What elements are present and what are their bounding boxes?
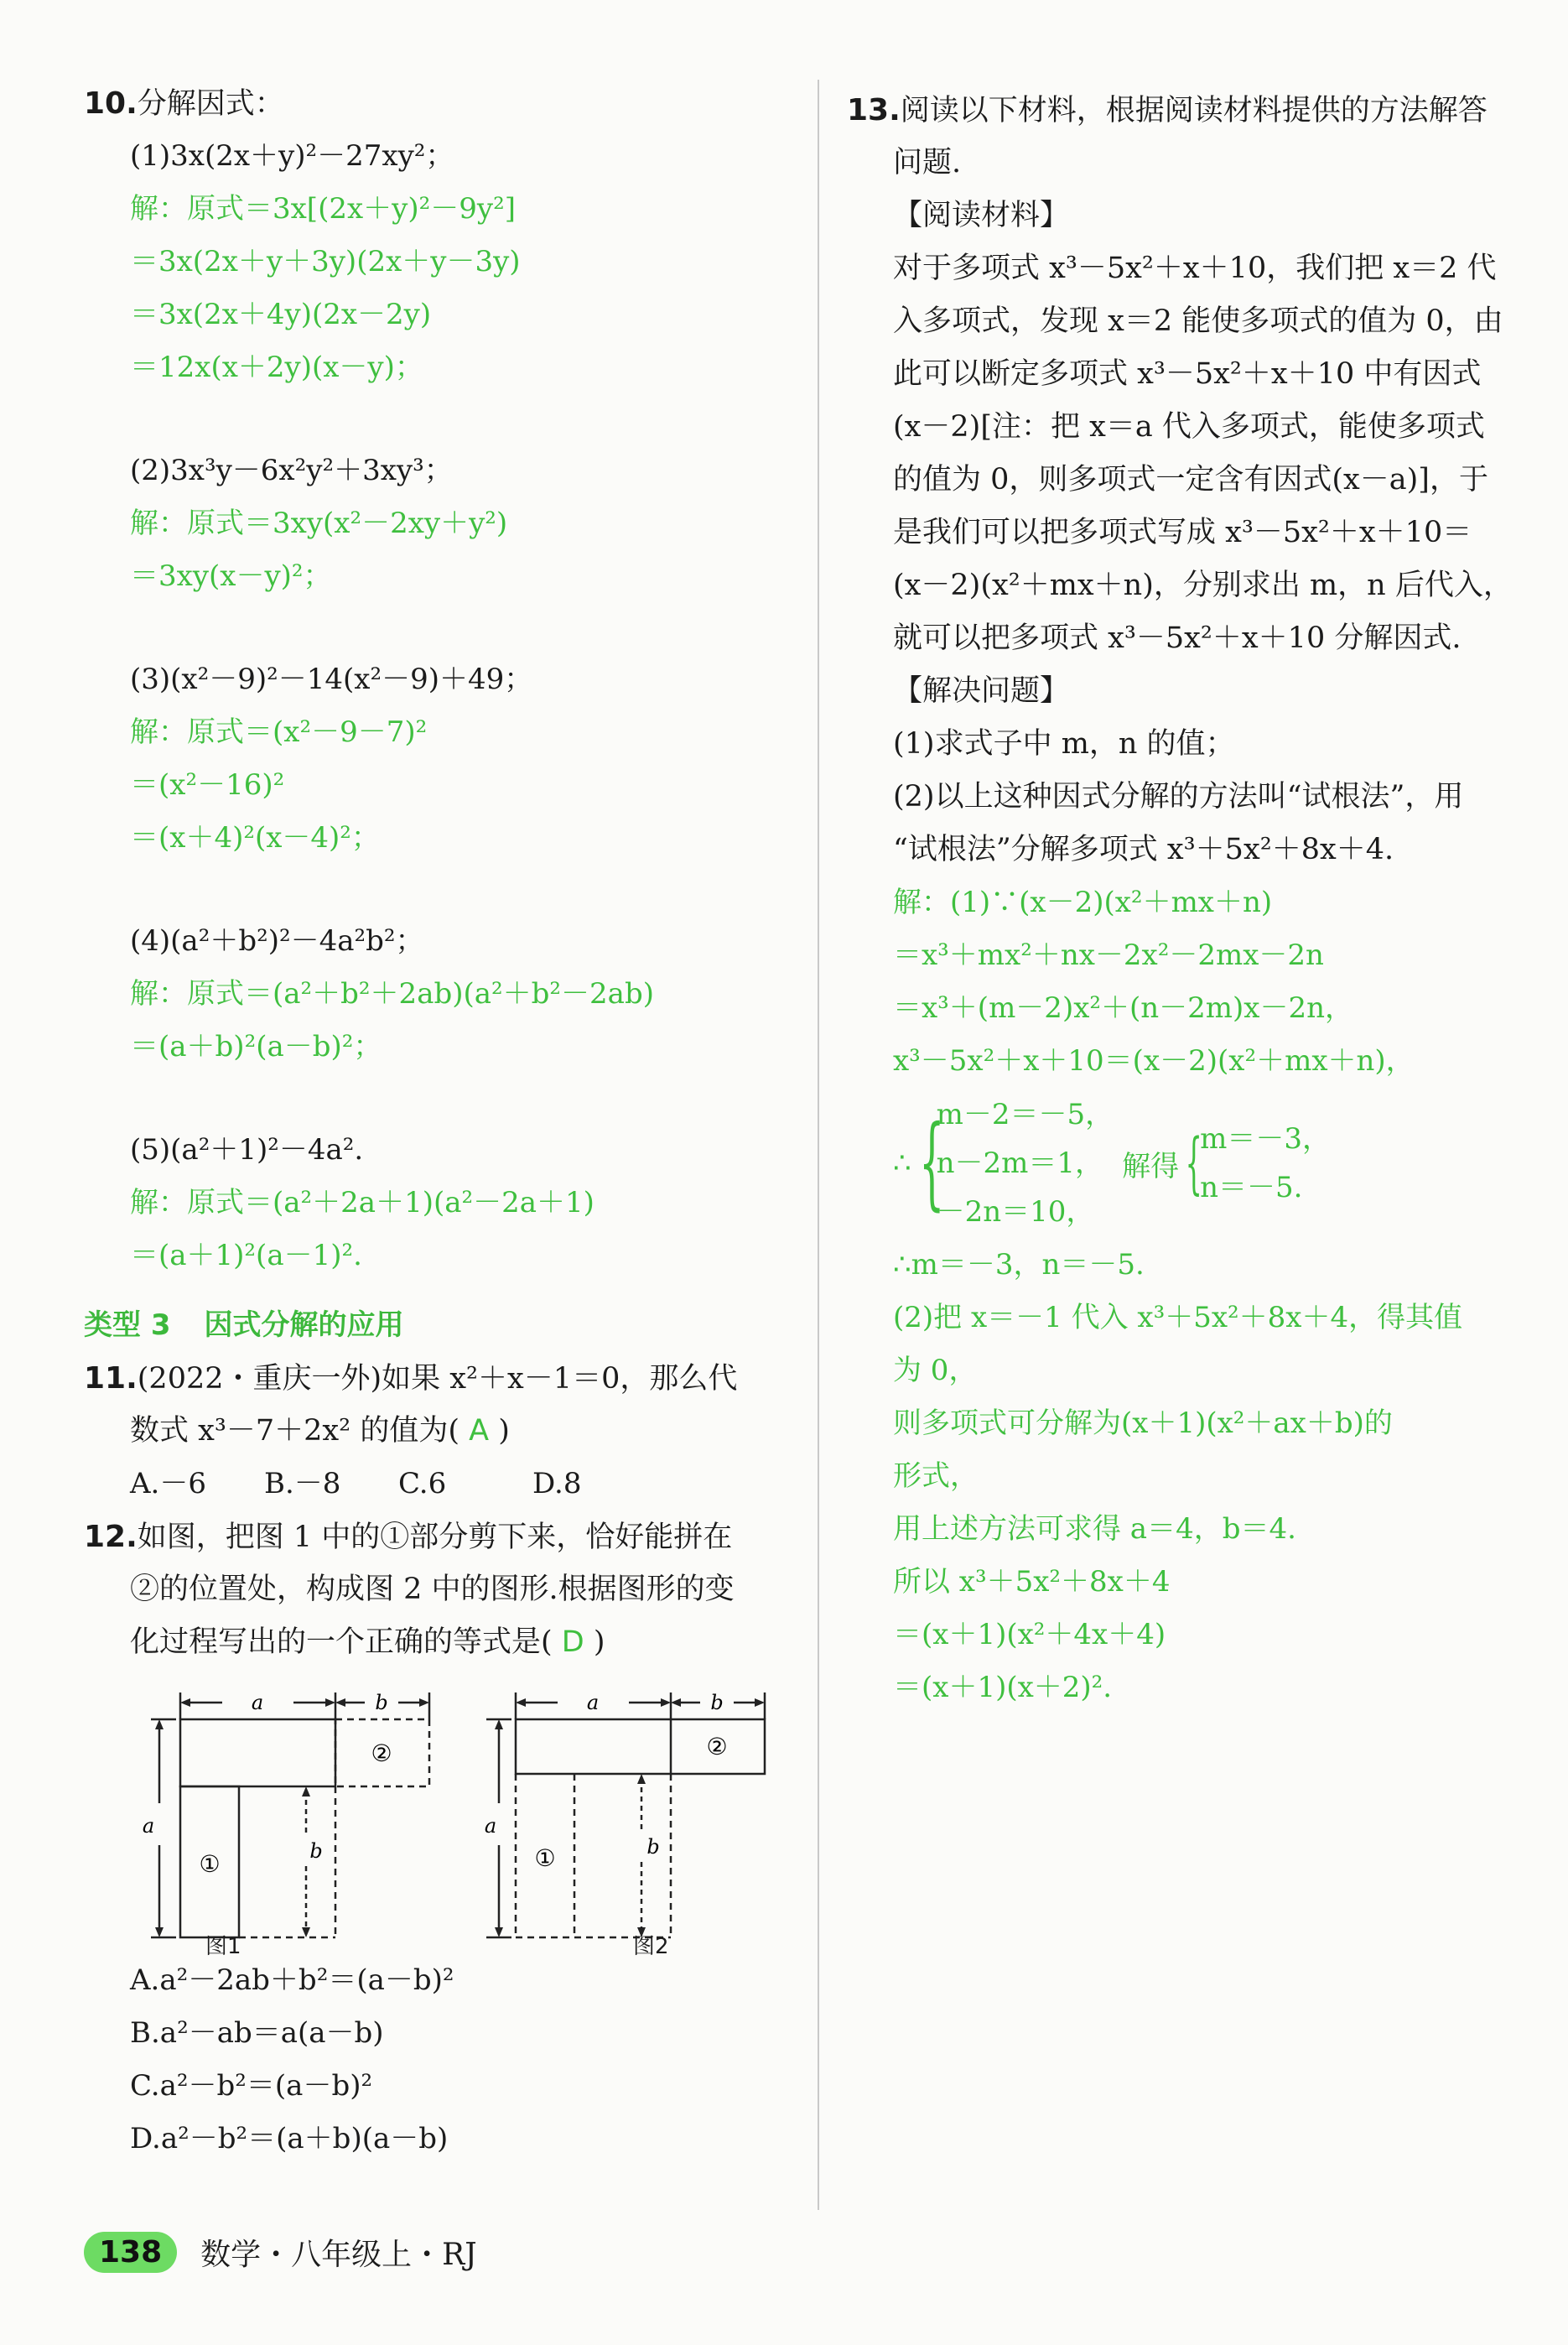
material-line: (x－2)[注：把 x＝a 代入多项式，能使多项式 <box>893 410 1485 444</box>
question-text: 阅读以下材料，根据阅读材料提供的方法解答 <box>900 94 1488 127</box>
material-line: 的值为 0，则多项式一定含有因式(x－a)]，于 <box>893 463 1488 497</box>
option-d: D.a²－b²＝(a＋b)(a－b) <box>130 2122 449 2155</box>
q12-options <box>84 1954 797 2166</box>
right-column <box>847 84 1568 1714</box>
answer-line: ＝(x＋4)²(x－4)²； <box>130 821 380 855</box>
question-text: (2022・重庆一外)如果 x²＋x－1＝0，那么代 <box>137 1362 738 1396</box>
system-equations <box>937 1090 1114 1236</box>
question-text: ) <box>498 1414 510 1448</box>
q10-part-1 <box>84 130 797 394</box>
question-text: 数式 x³－7＋2x² 的值为( <box>130 1414 459 1448</box>
answer-line: 用上述方法可求得 a＝4，b＝4. <box>893 1512 1296 1546</box>
page-footer <box>84 2231 477 2274</box>
question-number: 13. <box>847 93 901 127</box>
q11 <box>84 1352 797 1510</box>
part-question: (3)(x²－9)²－14(x²－9)＋49； <box>130 663 533 696</box>
material-line: 是我们可以把多项式写成 x³－5x²＋x＋10＝ <box>893 516 1472 549</box>
answer-line: ＝(a＋1)²(a－1)². <box>130 1239 362 1272</box>
q10-part-5 <box>84 1124 797 1282</box>
equation: n－2m＝1， <box>936 1147 1104 1180</box>
choice-answer: A <box>469 1414 490 1448</box>
answer-line: 解：原式＝(x²－9－7)² <box>130 715 428 749</box>
material-line: 对于多项式 x³－5x²＋x＋10，我们把 x＝2 代 <box>893 252 1497 285</box>
question-text: 如图，把图 1 中的①部分剪下来，恰好能拼在 <box>137 1521 733 1554</box>
answer-line: ＝3x(2x＋4y)(2x－2y) <box>130 298 432 331</box>
label-b: b <box>710 1691 724 1714</box>
q10-part-2 <box>84 445 797 603</box>
answer-line: ＝x³＋(m－2)x²＋(n－2m)x－2n， <box>893 991 1354 1025</box>
part-question: (4)(a²＋b²)²－4a²b²； <box>130 924 424 958</box>
option-a: A.－6 <box>130 1467 206 1500</box>
answer-line: ＝3x(2x＋y＋3y)(2x＋y－3y) <box>130 245 521 278</box>
option-c: C.6 <box>398 1467 447 1500</box>
material-line: (x－2)(x²＋mx＋n)，分别求出 m，n 后代入， <box>893 569 1513 602</box>
piece-1-label: ① <box>534 1844 556 1872</box>
option-d: D.8 <box>532 1467 582 1500</box>
option-b: B.－8 <box>264 1467 341 1500</box>
solve-word: 解得 <box>1122 1149 1180 1183</box>
answer-line: 所以 x³＋5x²＋8x＋4 <box>893 1565 1171 1599</box>
part-question: (1)3x(2x＋y)²－27xy²； <box>130 139 454 173</box>
answer-line: 解：原式＝3x[(2x＋y)²－9y²] <box>130 192 516 226</box>
label-a: a <box>586 1691 600 1714</box>
q10-title <box>84 77 797 130</box>
problem-line: (2)以上这种因式分解的方法叫“试根法”，用 <box>893 780 1464 814</box>
left-brace: { <box>918 1105 945 1221</box>
answer-line: ＝3xy(x－y)²； <box>130 559 332 593</box>
material-line: 此可以断定多项式 x³－5x²＋x＋10 中有因式 <box>893 357 1482 391</box>
label-a: a <box>251 1691 264 1714</box>
part-question: (2)3x³y－6x²y²＋3xy³； <box>130 454 453 487</box>
equation: n＝－5. <box>1200 1171 1303 1204</box>
label-b-side: b <box>309 1839 323 1863</box>
label-b: b <box>375 1691 388 1714</box>
page-number: 138 <box>84 2232 177 2273</box>
answer-line: 形式， <box>893 1459 979 1493</box>
equation-system <box>847 1088 1568 1239</box>
piece-2-label: ② <box>706 1733 728 1760</box>
footer-text: 数学・八年级上・RJ <box>200 2238 477 2272</box>
section-heading <box>84 1299 797 1352</box>
column-divider <box>818 80 819 2210</box>
material-line: 入多项式，发现 x＝2 能使多项式的值为 0，由 <box>893 304 1503 338</box>
figure-1-caption: 图1 <box>205 1934 241 1959</box>
answer-line: ＝(x＋1)(x²＋4x＋4) <box>893 1618 1166 1651</box>
question-text: ②的位置处，构成图 2 中的图形.根据图形的变 <box>130 1573 735 1606</box>
answer-line: 解：原式＝(a²＋2a＋1)(a²－2a＋1) <box>130 1186 594 1219</box>
question-text: 化过程写出的一个正确的等式是( <box>130 1625 553 1659</box>
question-text: 问题. <box>893 146 962 179</box>
question-text: 分解因式： <box>137 87 284 121</box>
q12 <box>84 1510 797 2166</box>
answer-line: (2)把 x＝－1 代入 x³＋5x²＋8x＋4，得其值 <box>893 1301 1463 1334</box>
left-column <box>84 77 797 2166</box>
section-title: 因式分解的应用 <box>204 1308 404 1342</box>
figure-2 <box>484 1677 792 1954</box>
reading-material <box>847 242 1568 665</box>
piece-2-label: ② <box>371 1739 392 1767</box>
answer-line: 解：原式＝3xy(x²－2xy＋y²) <box>130 507 508 540</box>
material-header: 【阅读材料】 <box>893 199 1070 232</box>
therefore-symbol: ∴ <box>893 1147 911 1180</box>
equation: －2n＝10， <box>936 1195 1095 1229</box>
piece-1-label: ① <box>199 1850 221 1878</box>
answer-line: 则多项式可分解为(x＋1)(x²＋ax＋b)的 <box>893 1406 1393 1440</box>
answer-line: 解：(1)∵(x－2)(x²＋mx＋n) <box>893 886 1273 919</box>
option-b: B.a²－ab＝a(a－b) <box>130 2016 384 2050</box>
equation: m－2＝－5， <box>936 1098 1114 1131</box>
q11-options <box>84 1458 797 1510</box>
left-brace: { <box>1185 1124 1203 1202</box>
section-label: 类型 3 <box>84 1308 171 1342</box>
material-line: 就可以把多项式 x³－5x²＋x＋10 分解因式. <box>893 621 1462 655</box>
label-a-side: a <box>484 1814 497 1838</box>
part-question: (5)(a²＋1)²－4a². <box>130 1133 364 1167</box>
answer-line: 解：原式＝(a²＋b²＋2ab)(a²＋b²－2ab) <box>130 977 654 1011</box>
answer-line: x³－5x²＋x＋10＝(x－2)(x²＋mx＋n)， <box>893 1044 1415 1078</box>
option-c: C.a²－b²＝(a－b)² <box>130 2069 373 2103</box>
equation: m＝－3， <box>1200 1122 1332 1156</box>
answer-line: ＝(a＋b)²(a－b)²； <box>130 1030 382 1063</box>
choice-answer: D <box>561 1625 584 1659</box>
figure-2-caption: 图2 <box>633 1934 669 1959</box>
label-a-side: a <box>142 1814 155 1838</box>
label-b-side: b <box>646 1835 660 1859</box>
figure-1 <box>130 1677 432 1954</box>
question-number: 11. <box>84 1361 138 1396</box>
answer-line: ＝x³＋mx²＋nx－2x²－2mx－2n <box>893 939 1324 972</box>
problem-line: “试根法”分解多项式 x³＋5x²＋8x＋4. <box>893 833 1394 866</box>
answer-line: ＝(x＋1)(x＋2)². <box>893 1671 1113 1704</box>
question-number: 12. <box>84 1520 138 1554</box>
answer-line: 为 0， <box>893 1354 978 1387</box>
answer-line: ∴m＝－3，n＝－5. <box>893 1248 1145 1282</box>
answer-line: ＝12x(x＋2y)(x－y)； <box>130 351 423 384</box>
option-a: A.a²－2ab＋b²＝(a－b)² <box>130 1963 454 1997</box>
problem-line: (1)求式子中 m，n 的值； <box>893 727 1235 761</box>
question-number: 10. <box>84 86 138 121</box>
q13-solution <box>847 876 1568 1714</box>
problems <box>847 718 1568 876</box>
answer-line: ＝(x²－16)² <box>130 768 285 802</box>
question-text: ) <box>593 1625 605 1659</box>
q10-part-3 <box>84 653 797 865</box>
solution-values <box>1200 1115 1331 1212</box>
q10-part-4 <box>84 915 797 1074</box>
q12-figures <box>130 1677 797 1959</box>
problem-header: 【解决问题】 <box>893 674 1070 708</box>
